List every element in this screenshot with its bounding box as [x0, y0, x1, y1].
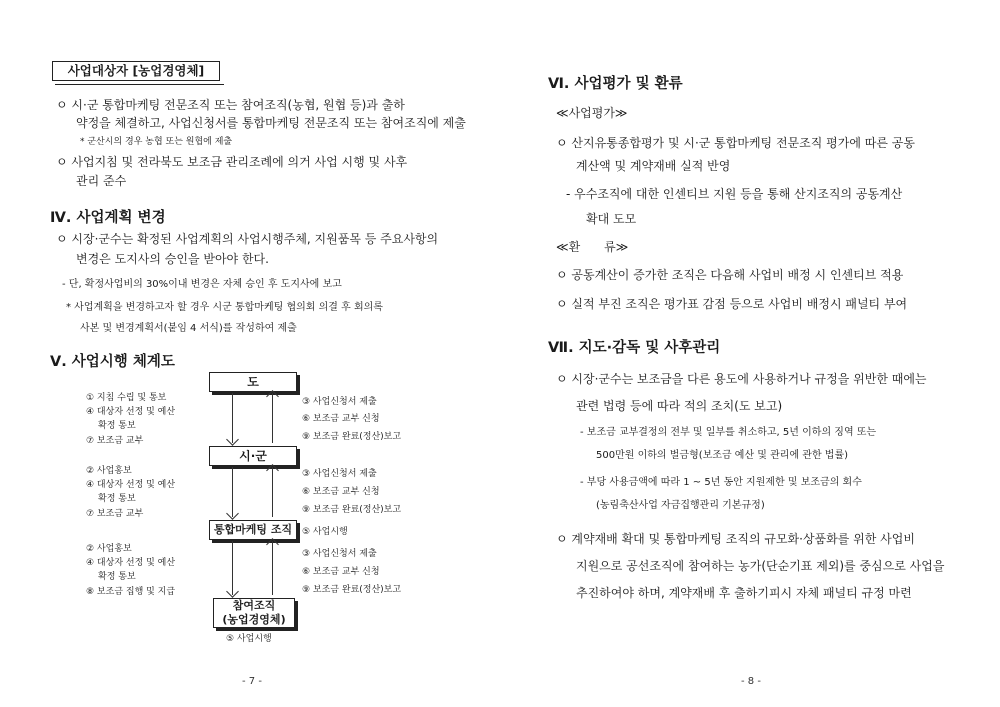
flow-left2-b: ④ 대상자 선정 및 예산: [86, 480, 176, 490]
feedback-label: ≪환 류≫: [556, 240, 629, 254]
section-5-heading: Ⅴ. 사업시행 체계도: [50, 354, 175, 370]
flow-mid-label: ⑤ 사업시행: [302, 527, 348, 537]
flow-right2-b: ⑥ 보조금 교부 신청: [302, 487, 380, 497]
flow-left1-c: 확정 통보: [98, 421, 136, 431]
sec4-note: * 사업계획을 변경하고자 할 경우 시군 통합마케팅 협의회 의결 후 회의록: [66, 302, 383, 313]
sec7-item-1-cont: 관련 법령 등에 따라 적의 조치(도 보고): [576, 399, 783, 413]
flow-left2-c: 확정 통보: [98, 494, 136, 504]
page-number-right: - 8 -: [741, 676, 761, 687]
arrow-up-3: [272, 541, 273, 595]
sec7-sub-2-cont: (농림축산사업 자금집행관리 기본규정): [596, 500, 765, 511]
flow-bottom-label: ⑤ 사업시행: [226, 634, 272, 644]
flow-box-marketing-org-label: 통합마케팅 조직: [213, 523, 293, 536]
flow-right2-a: ③ 사업신청서 제출: [302, 469, 377, 479]
sec7-item-1: ㅇ 시장·군수는 보조금을 다른 용도에 사용하거나 규정을 위반한 때에는: [556, 372, 927, 386]
section-7-heading: Ⅶ. 지도·감독 및 사후관리: [548, 340, 721, 356]
sec4-item-1: ㅇ 시장·군수는 확정된 사업계획의 사업시행주체, 지원품목 등 주요사항의: [56, 232, 439, 246]
flow-box-city-label: 시·군: [239, 449, 267, 463]
feedback-item-1: ㅇ 공동계산이 증가한 조직은 다음해 사업비 배정 시 인센티브 적용: [556, 268, 904, 282]
target-item-2-cont: 관리 준수: [76, 174, 127, 188]
flow-box-participant-org-sublabel: (농업경영체): [222, 613, 286, 626]
sec7-sub-1-cont: 500만원 이하의 벌금형(보조금 예산 및 관리에 관한 법률): [596, 450, 849, 461]
arrow-down-2: [232, 467, 233, 517]
sec4-note-cont: 사본 및 변경계획서(붙임 4 서식)를 작성하여 제출: [80, 323, 297, 334]
eval-label: ≪사업평가≫: [556, 106, 628, 120]
flow-left3-b: ④ 대상자 선정 및 예산: [86, 558, 176, 568]
target-item-1: ㅇ 시·군 통합마케팅 전문조직 또는 참여조직(농협, 원협 등)과 출하: [56, 98, 405, 112]
flow-right1-a: ③ 사업신청서 제출: [302, 397, 377, 407]
flow-left3-a: ② 사업홍보: [86, 544, 132, 554]
target-item-1-cont: 약정을 체결하고, 사업신청서를 통합마케팅 전문조직 또는 참여조직에 제출: [76, 116, 466, 130]
flow-right2-c: ⑨ 보조금 완료(정산)보고: [302, 505, 402, 515]
sec4-item-1-cont: 변경은 도지사의 승인을 받아야 한다.: [76, 252, 269, 266]
flow-box-participant-org-label: 참여조직: [232, 599, 276, 612]
target-item-2: ㅇ 사업지침 및 전라북도 보조금 관리조례에 의거 사업 시행 및 사후: [56, 155, 408, 169]
target-title-box: [52, 61, 220, 81]
flow-box-province: [209, 372, 297, 392]
arrow-up-1: [272, 393, 273, 443]
section-6-heading: Ⅵ. 사업평가 및 환류: [548, 76, 683, 92]
arrow-up-2: [272, 467, 273, 517]
flow-box-province-label: 도: [247, 375, 259, 389]
arrow-down-1: [232, 393, 233, 443]
flow-box-participant-org: [213, 598, 295, 628]
target-title: 사업대상자 [농업경영체]: [67, 63, 205, 78]
flow-left2-d: ⑦ 보조금 교부: [86, 509, 144, 519]
page-number-left: - 7 -: [242, 676, 262, 687]
section-4-heading: Ⅳ. 사업계획 변경: [50, 210, 166, 226]
sec7-item-2-cont: 지원으로 공선조직에 참여하는 농가(단순기표 제외)를 중심으로 사업을: [576, 559, 945, 573]
sec7-item-2-cont2: 추진하여야 하며, 계약재배 후 출하기피시 자체 패널티 규정 마련: [576, 586, 912, 600]
flow-left3-d: ⑧ 보조금 집행 및 지급: [86, 587, 176, 597]
arrow-down-3: [232, 541, 233, 595]
eval-item-1: ㅇ 산지유통종합평가 및 시·군 통합마케팅 전문조직 평가에 따른 공동: [556, 136, 915, 150]
flow-right1-c: ⑨ 보조금 완료(정산)보고: [302, 432, 402, 442]
sec7-item-2: ㅇ 계약재배 확대 및 통합마케팅 조직의 규모화·상품화를 위한 사업비: [556, 532, 915, 546]
eval-sub-item: - 우수조직에 대한 인센티브 지원 등을 통해 산지조직의 공동계산: [566, 187, 903, 201]
flow-right3-b: ⑥ 보조금 교부 신청: [302, 567, 380, 577]
flow-box-city: [209, 446, 297, 466]
flow-box-marketing-org: [209, 520, 297, 540]
sec4-sub-item: - 단, 확정사업비의 30%이내 변경은 자체 승인 후 도지사에 보고: [62, 279, 342, 290]
flow-right3-a: ③ 사업신청서 제출: [302, 549, 377, 559]
flow-right1-b: ⑥ 보조금 교부 신청: [302, 414, 380, 424]
flow-right3-c: ⑨ 보조금 완료(정산)보고: [302, 585, 402, 595]
flow-left3-c: 확정 통보: [98, 572, 136, 582]
eval-item-1-cont: 계산액 및 계약재배 실적 반영: [576, 159, 731, 173]
feedback-item-2: ㅇ 실적 부진 조직은 평가표 감점 등으로 사업비 배정시 패널티 부여: [556, 297, 908, 311]
flow-left1-d: ⑦ 보조금 교부: [86, 436, 144, 446]
target-note: * 군산시의 경우 농협 또는 원협에 제출: [80, 137, 233, 147]
sec7-sub-2: - 부당 사용금액에 따라 1 ~ 5년 동안 지원제한 및 보조금의 회수: [580, 477, 862, 488]
flow-left2-a: ② 사업홍보: [86, 466, 132, 476]
eval-sub-item-cont: 확대 도모: [586, 212, 637, 226]
sec7-sub-1: - 보조금 교부결정의 전부 및 일부를 취소하고, 5년 이하의 징역 또는: [580, 427, 877, 438]
flow-left1-b: ④ 대상자 선정 및 예산: [86, 407, 176, 417]
flow-left1-a: ① 지침 수립 및 통보: [86, 393, 167, 403]
